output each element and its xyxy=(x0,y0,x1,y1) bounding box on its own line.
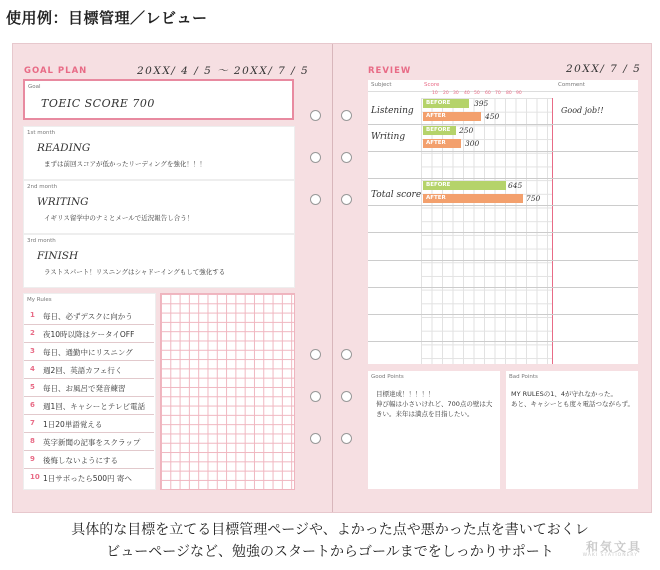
before-value: 645 xyxy=(508,181,523,190)
goal-box xyxy=(23,79,294,120)
binder-ring xyxy=(310,349,321,360)
score-tick: 90 xyxy=(516,91,522,96)
before-value: 250 xyxy=(459,126,474,135)
row-rule xyxy=(368,341,638,342)
before-bar: BEFORE xyxy=(423,99,469,108)
rule-number: 5 xyxy=(30,383,35,391)
row-rule xyxy=(368,232,638,233)
rule-text: 1日20単語覚える xyxy=(43,420,103,429)
comment-text: Good job!! xyxy=(561,106,604,115)
month-title: WRITING xyxy=(37,196,89,208)
month-1-box xyxy=(23,126,295,180)
rule-number: 3 xyxy=(30,347,35,355)
month-note: イギリス留学中のナミとメールで近況報告し合う！ xyxy=(44,214,194,222)
month-label: 2nd month xyxy=(27,184,58,190)
goal-plan-date: 20XX/ 4 / 5 ～ 20XX/ 7 / 5 xyxy=(137,65,310,77)
rule-item xyxy=(24,324,154,343)
rule-text: 英字新聞の記事をスクラップ xyxy=(43,438,141,447)
rule-text: 1日サボったら500円 寄へ xyxy=(43,474,132,483)
after-bar: AFTER xyxy=(423,139,461,148)
binder-ring xyxy=(341,433,352,444)
rule-text: 週1回、キャシーとテレビ電話 xyxy=(43,402,146,411)
row-rule xyxy=(368,178,638,179)
row-rule xyxy=(368,260,638,261)
review-table xyxy=(368,80,638,364)
month-note: ラストスパート！リスニングはシャドーイングもして強化する xyxy=(44,268,226,276)
binder-ring xyxy=(341,194,352,205)
binder-ring xyxy=(310,433,321,444)
row-rule xyxy=(368,205,638,206)
score-tick: 60 xyxy=(485,91,491,96)
month-label: 1st month xyxy=(27,130,56,136)
good-points-box xyxy=(368,371,500,489)
rule-item xyxy=(24,396,154,415)
brand-logo-sub: WAKI STATIONERY xyxy=(582,553,638,558)
row-rule xyxy=(368,287,638,288)
binder-ring xyxy=(310,152,321,163)
review-page xyxy=(333,44,651,512)
goal-plan-page xyxy=(13,44,332,512)
good-points-text: 目標達成！！！！！ 伸び幅は小さいけれど、700点の壁は大きい。来年は満点を目指したい。 xyxy=(376,390,493,418)
rule-item xyxy=(24,414,154,433)
score-tick: 30 xyxy=(453,91,459,96)
score-tick: 10 xyxy=(432,91,438,96)
rule-text: 毎日、通勤中にリスニング xyxy=(43,348,133,357)
rule-number: 4 xyxy=(30,365,35,373)
bad-points-box xyxy=(506,371,638,489)
binder-spread xyxy=(12,43,652,513)
review-title: REVIEW xyxy=(368,66,412,76)
binder-ring xyxy=(310,391,321,402)
binder-ring xyxy=(341,391,352,402)
score-tick: 40 xyxy=(464,91,470,96)
binder-ring xyxy=(341,152,352,163)
binder-ring xyxy=(341,349,352,360)
rule-number: 8 xyxy=(30,437,35,445)
score-tick: 70 xyxy=(495,91,501,96)
rule-item xyxy=(24,360,154,379)
after-value: 450 xyxy=(485,112,500,121)
my-rules-box xyxy=(23,293,156,490)
score-grid xyxy=(421,98,552,364)
before-value: 395 xyxy=(474,99,489,108)
after-value: 300 xyxy=(465,139,480,148)
rule-text: 夜10時以降はケータイOFF xyxy=(43,330,135,339)
goal-plan-title: GOAL PLAN xyxy=(24,66,88,76)
before-bar: BEFORE xyxy=(423,181,506,190)
bad-points-label: Bad Points xyxy=(509,374,538,380)
row-rule xyxy=(368,124,638,125)
month-title: FINISH xyxy=(37,250,79,262)
rule-number: 10 xyxy=(30,473,40,481)
caption-line-1: 具体的な目標を立てる目標管理ページや、よかった点や悪かった点を書いておくレ xyxy=(71,522,589,538)
rule-number: 7 xyxy=(30,419,35,427)
score-tick: 20 xyxy=(443,91,449,96)
subject-name: Listening xyxy=(371,106,414,116)
rule-item xyxy=(24,432,154,451)
page-title: 使用例：目標管理／レビュー xyxy=(6,9,208,27)
rule-number: 6 xyxy=(30,401,35,409)
after-value: 750 xyxy=(526,194,541,203)
rule-text: 毎日、必ずデスクに向かう xyxy=(43,312,133,321)
rule-text: 週2回、英語カフェ行く xyxy=(43,366,123,375)
rule-item xyxy=(24,468,154,486)
row-rule xyxy=(368,314,638,315)
subject-header: Subject xyxy=(371,82,392,88)
binder-ring xyxy=(310,110,321,121)
binder-ring xyxy=(341,110,352,121)
row-rule xyxy=(368,151,638,152)
rule-text: 後悔しないようにする xyxy=(43,456,118,465)
rule-number: 2 xyxy=(30,329,35,337)
rule-text: 毎日、お風呂で発音練習 xyxy=(43,384,126,393)
rule-number: 9 xyxy=(30,455,35,463)
month-3-box xyxy=(23,234,295,288)
month-note: まずは前回スコアが低かったリーディングを強化！！！ xyxy=(44,160,206,168)
rule-item xyxy=(24,306,154,325)
after-bar: AFTER xyxy=(423,112,481,121)
score-header: Score xyxy=(424,82,440,88)
score-tick: 80 xyxy=(506,91,512,96)
score-tick: 50 xyxy=(474,91,480,96)
rule-item xyxy=(24,450,154,469)
goal-label: Goal xyxy=(28,84,41,90)
subject-name: Total score xyxy=(371,190,422,200)
month-title: READING xyxy=(37,142,91,154)
notes-grid xyxy=(160,293,295,490)
month-label: 3rd month xyxy=(27,238,56,244)
good-points-label: Good Points xyxy=(371,374,404,380)
rule-item xyxy=(24,378,154,397)
caption-line-2: ビューページなど、勉強のスタートからゴールまでをしっかりサポート xyxy=(106,544,554,560)
subject-name: Writing xyxy=(371,132,406,142)
header-rule xyxy=(368,91,638,92)
before-bar: BEFORE xyxy=(423,126,456,135)
after-bar: AFTER xyxy=(423,194,523,203)
month-2-box xyxy=(23,180,295,234)
comment-divider xyxy=(552,98,553,364)
bad-points-text: MY RULESの1、4が守れなかった。 あと、キャシーとも度々電話つながらず。 xyxy=(511,390,634,408)
binder-ring xyxy=(310,194,321,205)
rule-number: 1 xyxy=(30,311,35,319)
brand-logo: 和気文具 xyxy=(585,540,642,554)
rule-item xyxy=(24,342,154,361)
review-date: 20XX/ 7 / 5 xyxy=(566,63,642,75)
my-rules-label: My Rules xyxy=(27,297,52,303)
goal-text: TOEIC SCORE 700 xyxy=(41,97,155,110)
comment-header: Comment xyxy=(558,82,585,88)
